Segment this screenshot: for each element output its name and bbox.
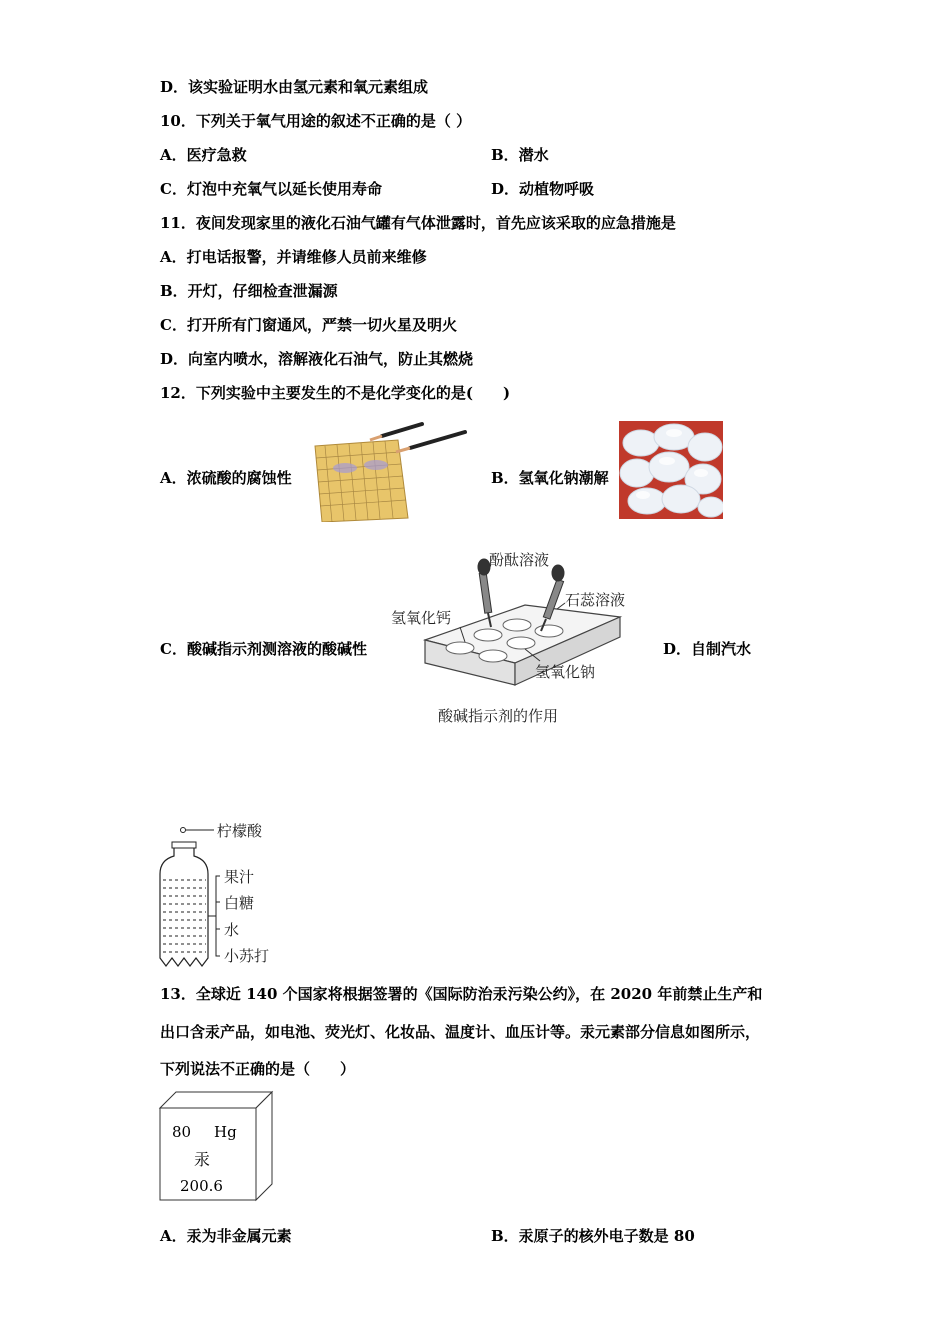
label-sodium-hydroxide: 氢氧化钠 [535,663,596,681]
figure-caption: 酸碱指示剂的作用 [438,707,559,725]
label-water: 水 [224,921,240,939]
label-calcium-hydroxide: 氢氧化钙 [391,609,452,627]
q13-stem-line2: 出口含汞产品，如电池、荧光灯、化妆品、温度计、血压计等。汞元素部分信息如图所示， [160,1023,761,1041]
q10-stem: 10．下列关于氧气用途的叙述不正确的是（ ） [160,112,472,130]
q10-option-c: C．灯泡中充氧气以延长使用寿命 [160,180,382,198]
q13-option-b: B．汞原子的核外电子数是 80 [491,1227,695,1245]
q13-stem-line1: 13．全球近 140 个国家将根据签署的《国际防治汞污染公约》，在 2020 年前禁止生产和 [160,985,763,1003]
q11-option-c: C．打开所有门窗通风，严禁一切火星及明火 [160,316,457,334]
q9-option-d: D．该实验证明水由氢元素和氧元素组成 [160,78,429,96]
q13-option-a: A．汞为非金属元素 [160,1227,292,1245]
element-number: 80 [172,1123,192,1141]
element-mass: 200.6 [180,1177,223,1195]
sulfuric-acid-paper-image [310,418,470,522]
soda-bottle-figure [150,818,285,973]
sodium-hydroxide-flakes-image [619,421,723,519]
q12-stem: 12．下列实验中主要发生的不是化学变化的是( ) [160,384,511,402]
q13-stem-line3: 下列说法不正确的是（ ） [160,1060,356,1078]
q12-option-b: B．氢氧化钠潮解 [491,469,609,487]
q10-option-b: B．潜水 [491,146,549,164]
q12-option-d: D．自制汽水 [663,640,752,658]
q12-option-c: C．酸碱指示剂测溶液的酸碱性 [160,640,367,658]
element-name: 汞 [194,1150,211,1169]
label-phenolphthalein: 酚酞溶液 [489,551,550,569]
q11-option-b: B．开灯，仔细检查泄漏源 [160,282,338,300]
element-symbol: Hg [214,1123,237,1141]
q10-option-d: D．动植物呼吸 [491,180,595,198]
label-sugar: 白糖 [224,894,255,912]
label-litmus: 石蕊溶液 [565,591,626,609]
label-citric-acid: 柠檬酸 [217,822,263,840]
label-baking-soda: 小苏打 [224,947,270,965]
q11-stem: 11．夜间发现家里的液化石油气罐有气体泄露时，首先应该采取的应急措施是 [160,214,676,232]
q10-option-a: A．医疗急救 [160,146,247,164]
mercury-element-card [158,1090,274,1202]
q12-option-a: A．浓硫酸的腐蚀性 [160,469,292,487]
q11-option-a: A．打电话报警，并请维修人员前来维修 [160,248,427,266]
indicator-plate-figure [385,545,645,730]
q11-option-d: D．向室内喷水，溶解液化石油气，防止其燃烧 [160,350,474,368]
label-juice: 果汁 [224,868,255,886]
